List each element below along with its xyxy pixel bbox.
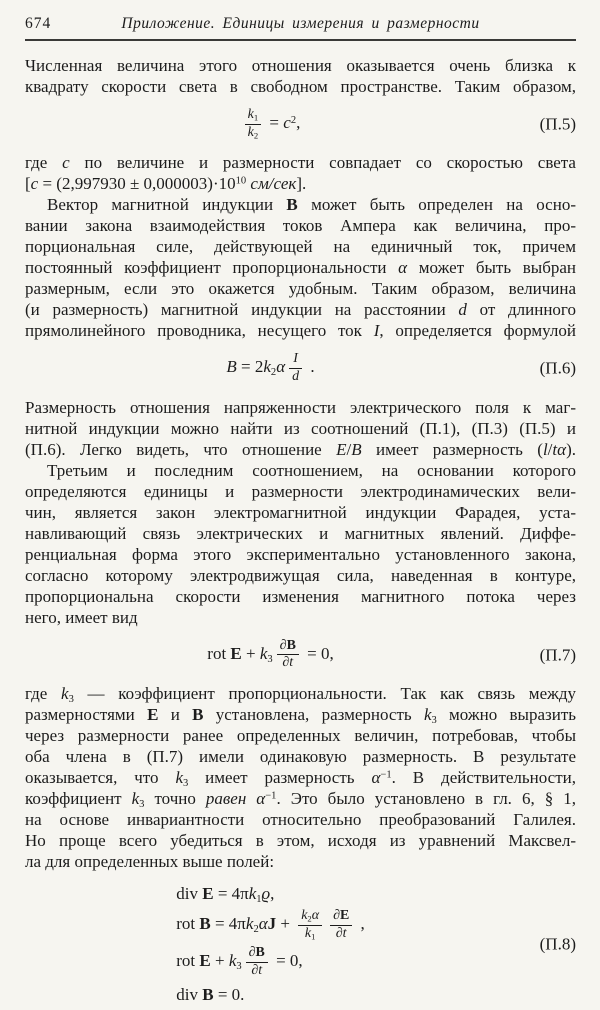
paragraph — [25, 152, 576, 194]
text-segment: ]. — [296, 174, 307, 194]
text-segment: t — [342, 925, 347, 941]
formula — [25, 634, 576, 676]
text-segment: . В действительности, — [391, 767, 576, 787]
text-segment: Размерность отношения напряженности электрического поля к маг- — [25, 397, 576, 417]
text-segment: + — [276, 914, 295, 934]
text-line — [25, 788, 576, 809]
text-segment: точно — [144, 788, 206, 808]
text-segment: −1 — [265, 790, 277, 802]
text-segment: E — [199, 951, 211, 971]
text-segment: t — [258, 962, 263, 978]
page-number: 674 — [25, 15, 52, 32]
text-segment: 2 — [270, 367, 277, 379]
text-line — [25, 418, 576, 439]
text-segment: ∂ — [251, 962, 259, 978]
paragraph — [25, 683, 576, 872]
text-segment: rot — [176, 951, 200, 971]
equation-row — [241, 108, 301, 140]
text-segment: , определяется формулой — [379, 321, 576, 341]
text-segment: B — [286, 637, 296, 653]
text-segment: 1 — [311, 931, 316, 942]
text-line — [25, 544, 576, 565]
text-segment: = 0, — [271, 951, 303, 971]
text-line — [25, 299, 576, 320]
text-segment: = 2 — [236, 357, 264, 377]
text-segment: I — [293, 351, 298, 367]
text-line — [25, 502, 576, 523]
text-line — [25, 55, 576, 76]
text-segment: можно выразить — [436, 704, 576, 724]
text-segment: размерностями — [25, 704, 148, 724]
text-segment: t — [289, 655, 294, 671]
text-line — [25, 173, 576, 194]
text-segment: k — [131, 788, 140, 808]
equation-row — [176, 984, 365, 1005]
text-line — [25, 439, 576, 460]
text-segment: ∂ — [279, 637, 287, 653]
text-segment: квадрату скорости света в свободном пространстве. Таким образом, — [25, 77, 576, 96]
text-segment: , — [356, 914, 365, 934]
text-segment: 2 — [253, 130, 259, 141]
text-segment: нитной индукции можно найти из соотношений (П.1), (П.3) (П.5) и — [25, 418, 576, 438]
text-segment: α — [371, 767, 381, 787]
text-segment: B — [351, 439, 362, 459]
text-segment: div — [176, 984, 203, 1004]
text-segment: α — [557, 439, 567, 459]
text-segment: 1 — [256, 893, 262, 905]
text-segment: div — [176, 883, 203, 903]
text-segment: . — [306, 357, 315, 377]
text-line — [25, 746, 576, 767]
equation-row — [176, 883, 365, 904]
fraction-numerator — [245, 108, 262, 125]
paragraph — [25, 397, 576, 460]
text-segment: ∂ — [333, 908, 340, 923]
text-line — [25, 851, 576, 872]
text-segment: — коэффициент пропорциональности. Так как связь между — [73, 683, 577, 703]
fraction-numerator — [330, 909, 352, 926]
fraction-denominator — [246, 963, 268, 979]
text-line — [25, 481, 576, 502]
text-segment: него, имеет вид — [25, 607, 138, 627]
text-segment: k — [245, 914, 254, 934]
text-segment: / — [547, 439, 553, 459]
fraction — [277, 639, 299, 671]
text-segment: Численная величина этого отношения оказывается очень близка к — [25, 56, 576, 75]
fraction — [245, 108, 262, 140]
text-segment: . Это было установлено в гл. 6, § 1, — [276, 788, 576, 808]
text-segment: 3 — [236, 961, 242, 973]
text-segment: rot — [207, 643, 231, 663]
equation-row — [176, 946, 365, 978]
text-segment: = 0, — [302, 643, 334, 663]
equation-stack — [176, 878, 365, 1010]
text-segment: α — [398, 258, 408, 278]
text-segment: чин, является закон электромагнитной индукции Фарадея, уста- — [25, 502, 576, 522]
text-segment: k — [301, 908, 308, 923]
text-segment: , — [270, 883, 275, 903]
text-segment: J — [267, 914, 277, 934]
text-segment: E — [230, 643, 242, 663]
paragraph — [25, 460, 576, 628]
text-segment: через размерности ранее определенных величин, потребовав, чтобы — [25, 725, 576, 745]
equation-stack — [207, 634, 333, 676]
text-segment: согласно которому электродвижущая сила, наведенная в контуре, — [25, 565, 576, 585]
text-segment: определяются единицы и размерности электродинамических вели- — [25, 481, 576, 501]
fraction-denominator — [245, 125, 262, 141]
text-segment: E — [339, 908, 350, 923]
text-segment: B — [255, 945, 265, 961]
text-segment: имеет размерность — [188, 767, 372, 787]
formula — [25, 878, 576, 1010]
text-segment: k — [61, 683, 69, 703]
text-line — [25, 607, 576, 628]
text-segment: E — [202, 883, 214, 903]
equation-number: (П.7) — [539, 645, 576, 665]
text-line — [25, 704, 576, 725]
text-segment: порциональная силе, действующей на единичный ток, причем — [25, 237, 576, 257]
text-segment: [ — [25, 174, 31, 194]
text-segment: k — [423, 704, 432, 724]
fraction — [298, 909, 322, 941]
text-segment: 3 — [267, 653, 273, 665]
equation-row — [176, 909, 365, 941]
page-content — [25, 55, 576, 1010]
text-line — [25, 586, 576, 607]
fraction-numerator — [289, 352, 302, 369]
text-segment: k — [248, 883, 257, 903]
text-segment: оказывается, что — [25, 767, 176, 787]
text-segment: на основе инвариантности относительно преобразований Галилея. — [25, 809, 576, 829]
text-segment: ). — [566, 439, 576, 459]
text-segment: (П.6). Легко видеть, что отношение — [25, 439, 337, 459]
fraction-denominator — [289, 369, 302, 385]
text-segment: B — [202, 984, 214, 1004]
text-segment: вании закона взаимодействия токов Ампера как величина, про- — [25, 216, 576, 236]
text-segment: ∂ — [282, 655, 290, 671]
fraction — [330, 909, 352, 941]
text-segment: −1 — [380, 769, 392, 781]
text-line — [25, 523, 576, 544]
fraction-numerator — [277, 639, 299, 656]
text-segment: k — [259, 643, 268, 663]
text-line — [25, 767, 576, 788]
fraction-numerator — [298, 909, 322, 926]
text-segment: 10 — [235, 175, 247, 187]
text-segment: α — [276, 357, 286, 377]
text-segment: 3 — [431, 714, 437, 726]
text-segment: k — [228, 951, 237, 971]
text-line — [25, 236, 576, 257]
text-segment: (и размерность) магнитной индукции на расстоянии — [25, 300, 459, 320]
text-segment: B — [286, 195, 298, 215]
text-segment: ∂ — [248, 945, 256, 961]
text-segment: B — [192, 704, 204, 724]
text-segment: может быть выбран — [407, 258, 577, 278]
text-segment: / — [346, 439, 352, 459]
text-segment: α — [256, 788, 266, 808]
text-segment: B — [199, 914, 211, 934]
equation-number: (П.5) — [539, 114, 576, 134]
text-segment: установлена, размерность — [203, 704, 424, 724]
text-segment: по величине и размерности совпадает со скоростью света — [69, 153, 576, 173]
text-segment: 2 — [290, 114, 297, 126]
formula — [25, 347, 576, 389]
text-line — [25, 809, 576, 830]
text-line — [25, 397, 576, 418]
text-segment: α — [258, 914, 268, 934]
text-segment: ∂ — [335, 925, 343, 941]
text-segment: t — [552, 439, 558, 459]
text-line — [25, 725, 576, 746]
text-segment: = — [265, 113, 284, 133]
header-rule — [25, 39, 576, 41]
paragraph — [25, 194, 576, 341]
text-segment: c — [62, 153, 70, 173]
equation-stack — [226, 347, 314, 389]
text-line — [25, 257, 576, 278]
text-segment: k — [304, 925, 312, 941]
equation-row — [226, 352, 314, 384]
text-segment: от длинного — [466, 300, 576, 320]
text-line — [25, 830, 576, 851]
text-segment: d — [458, 300, 467, 320]
text-segment: 2 — [307, 913, 312, 924]
text-segment: навливающий связь электрических и магнитных явлений. Диффе- — [25, 523, 576, 543]
text-line — [25, 152, 576, 173]
text-segment: d — [292, 368, 300, 384]
text-segment: постоянный коэффициент пропорциональности — [25, 258, 399, 278]
text-segment: см/сек — [250, 174, 297, 194]
text-segment: 3 — [182, 777, 189, 789]
text-segment: 3 — [139, 798, 145, 810]
equation-number: (П.6) — [539, 358, 576, 378]
text-segment: может быть определен на осно- — [297, 195, 576, 215]
text-segment: ла для определенных выше полей: — [25, 851, 275, 871]
text-segment: где — [25, 153, 63, 173]
page-header — [25, 12, 576, 36]
fraction-denominator — [277, 655, 299, 671]
text-segment: k — [247, 124, 254, 140]
running-title: Приложение. Единицы измерения и размерности — [121, 15, 480, 32]
text-segment: k — [175, 767, 183, 787]
text-segment: прямолинейного проводника, несущего ток — [25, 321, 374, 341]
text-segment: коэффициент — [25, 788, 132, 808]
text-segment: E — [336, 439, 347, 459]
paragraph — [25, 55, 576, 97]
text-line — [25, 215, 576, 236]
text-line — [25, 565, 576, 586]
text-line — [25, 194, 576, 215]
text-segment: k — [263, 357, 271, 377]
text-segment: = 4π — [213, 883, 249, 903]
text-segment: B — [226, 357, 237, 377]
text-segment: α — [311, 908, 320, 923]
text-segment: оба члена в (П.7) имели одинаковую размерность. В результате — [25, 746, 576, 766]
text-segment: ϱ — [261, 883, 271, 903]
text-line — [25, 683, 576, 704]
text-segment: rot — [176, 914, 200, 934]
text-segment: 1 — [253, 112, 259, 123]
text-segment: пропорциональна скорости изменения магнитного потока через — [25, 586, 576, 606]
equation-number: (П.8) — [539, 934, 576, 954]
text-segment: E — [147, 704, 159, 724]
text-segment: I — [373, 321, 380, 341]
fraction — [246, 946, 268, 978]
text-segment: + — [210, 951, 229, 971]
text-segment: размерным, если это окажется удобным. Таким образом, величина — [25, 279, 576, 299]
text-segment: = 4π — [210, 914, 246, 934]
equation-stack — [241, 103, 301, 145]
text-segment: = (2,997930 ± 0,000003)·10 — [38, 174, 236, 194]
text-segment: c — [283, 113, 291, 133]
text-line — [25, 76, 576, 97]
text-segment: Вектор магнитной индукции — [47, 195, 287, 215]
text-segment — [246, 789, 256, 808]
text-segment: Но проще всего убедиться в этом, исходя из уравнений Максвел- — [25, 830, 576, 850]
text-segment: и — [158, 704, 193, 724]
text-segment: 2 — [253, 923, 259, 935]
fraction-numerator — [246, 946, 268, 963]
equation-row — [207, 639, 333, 671]
text-segment: + — [241, 643, 260, 663]
text-segment: l — [542, 439, 548, 459]
text-segment: ренциальная форма этого экспериментально установленного закона, — [25, 544, 576, 564]
text-segment: где — [25, 683, 62, 703]
formula — [25, 103, 576, 145]
text-segment: имеет размерность ( — [361, 439, 543, 459]
text-line — [25, 278, 576, 299]
text-line — [25, 460, 576, 481]
text-segment: , — [296, 113, 301, 133]
fraction — [289, 352, 302, 384]
text-segment: c — [30, 174, 39, 194]
text-segment: k — [247, 107, 254, 122]
text-segment: = 0. — [213, 984, 245, 1004]
text-segment: 3 — [68, 693, 74, 705]
text-line — [25, 320, 576, 341]
text-segment: равен — [205, 788, 247, 808]
text-segment: Третьим и последним соотношением, на основании которого — [47, 460, 576, 480]
